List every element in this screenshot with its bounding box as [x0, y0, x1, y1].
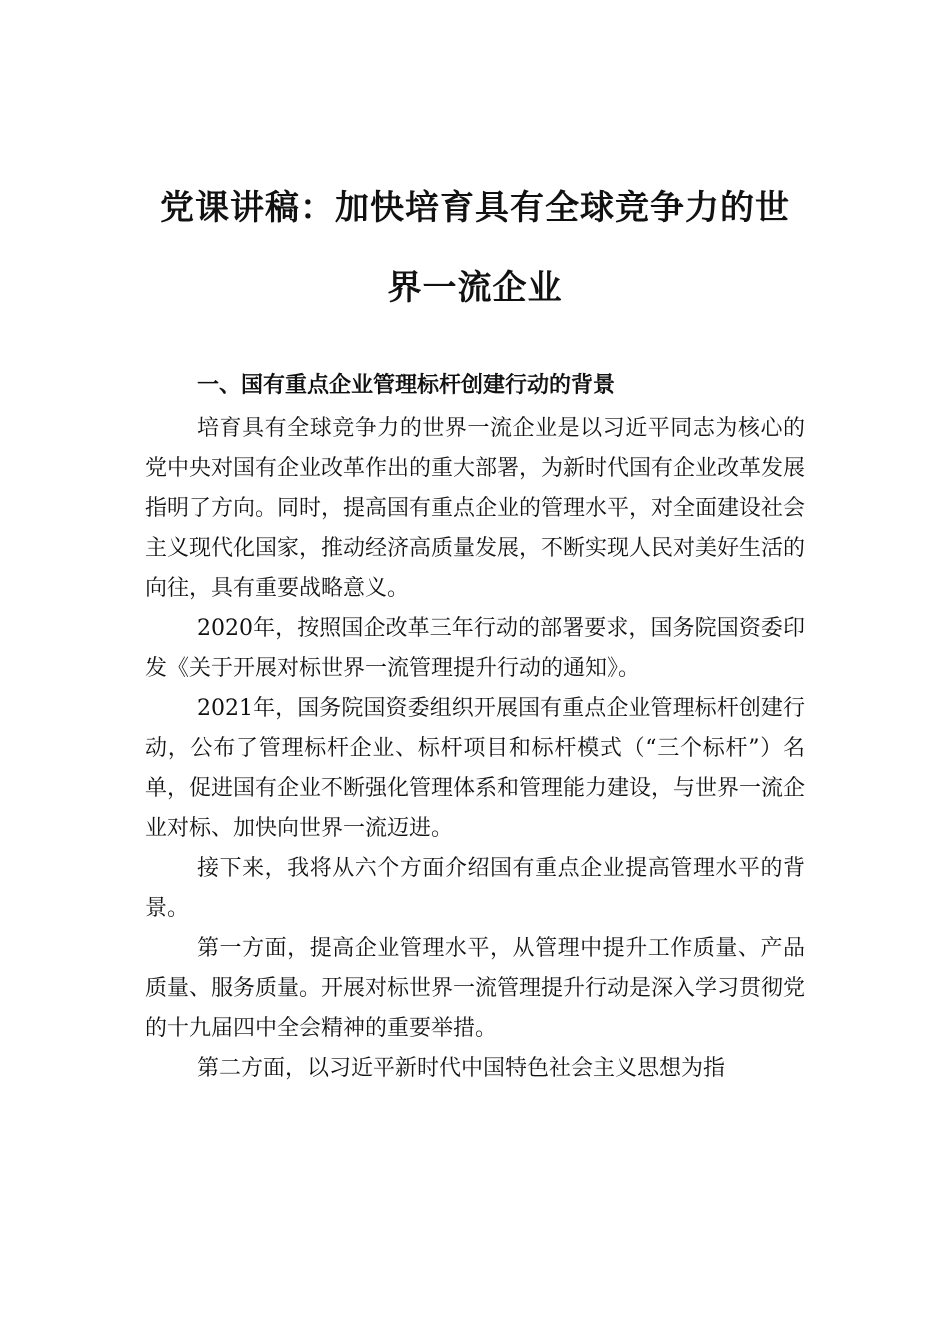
paragraph-overview: 接下来，我将从六个方面介绍国有重点企业提高管理水平的背景。	[145, 856, 805, 921]
document-title: 党课讲稿：加快培育具有全球竞争力的世界一流企业	[160, 188, 790, 308]
paragraph-intro: 培育具有全球竞争力的世界一流企业是以习近平同志为核心的党中央对国有企业改革作出的重大部署，为新时代国有企业改革发展指明了方向。同时，提高国有重点企业的管理水平，对全面建设社会主义现代化国家，推动经济高质量发展，不断实现人民对美好生活的向往，具有重要战略意义。	[145, 416, 806, 601]
paragraph-2021: 2021年，国务院国资委组织开展国有重点企业管理标杆创建行动，公布了管理标杆企业、标杆项目和标杆模式（“三个标杆”）名单，促进国有企业不断强化管理体系和管理能力建设，与世界一流企业对标、加快向世界一流迈进。	[145, 696, 806, 841]
paragraph-aspect-one: 第一方面，提高企业管理水平，从管理中提升工作质量、产品质量、服务质量。开展对标世界一流管理提升行动是深入学习贯彻党的十九届四中全会精神的重要举措。	[145, 936, 806, 1041]
document-body	[145, 362, 805, 1089]
paragraph-2020: 2020年，按照国企改革三年行动的部署要求，国务院国资委印发《关于开展对标世界一流管理提升行动的通知》。	[145, 616, 805, 681]
section-heading: 一、国有重点企业管理标杆创建行动的背景	[197, 373, 616, 398]
paragraph-aspect-two: 第二方面，以习近平新时代中国特色社会主义思想为指	[197, 1056, 726, 1081]
